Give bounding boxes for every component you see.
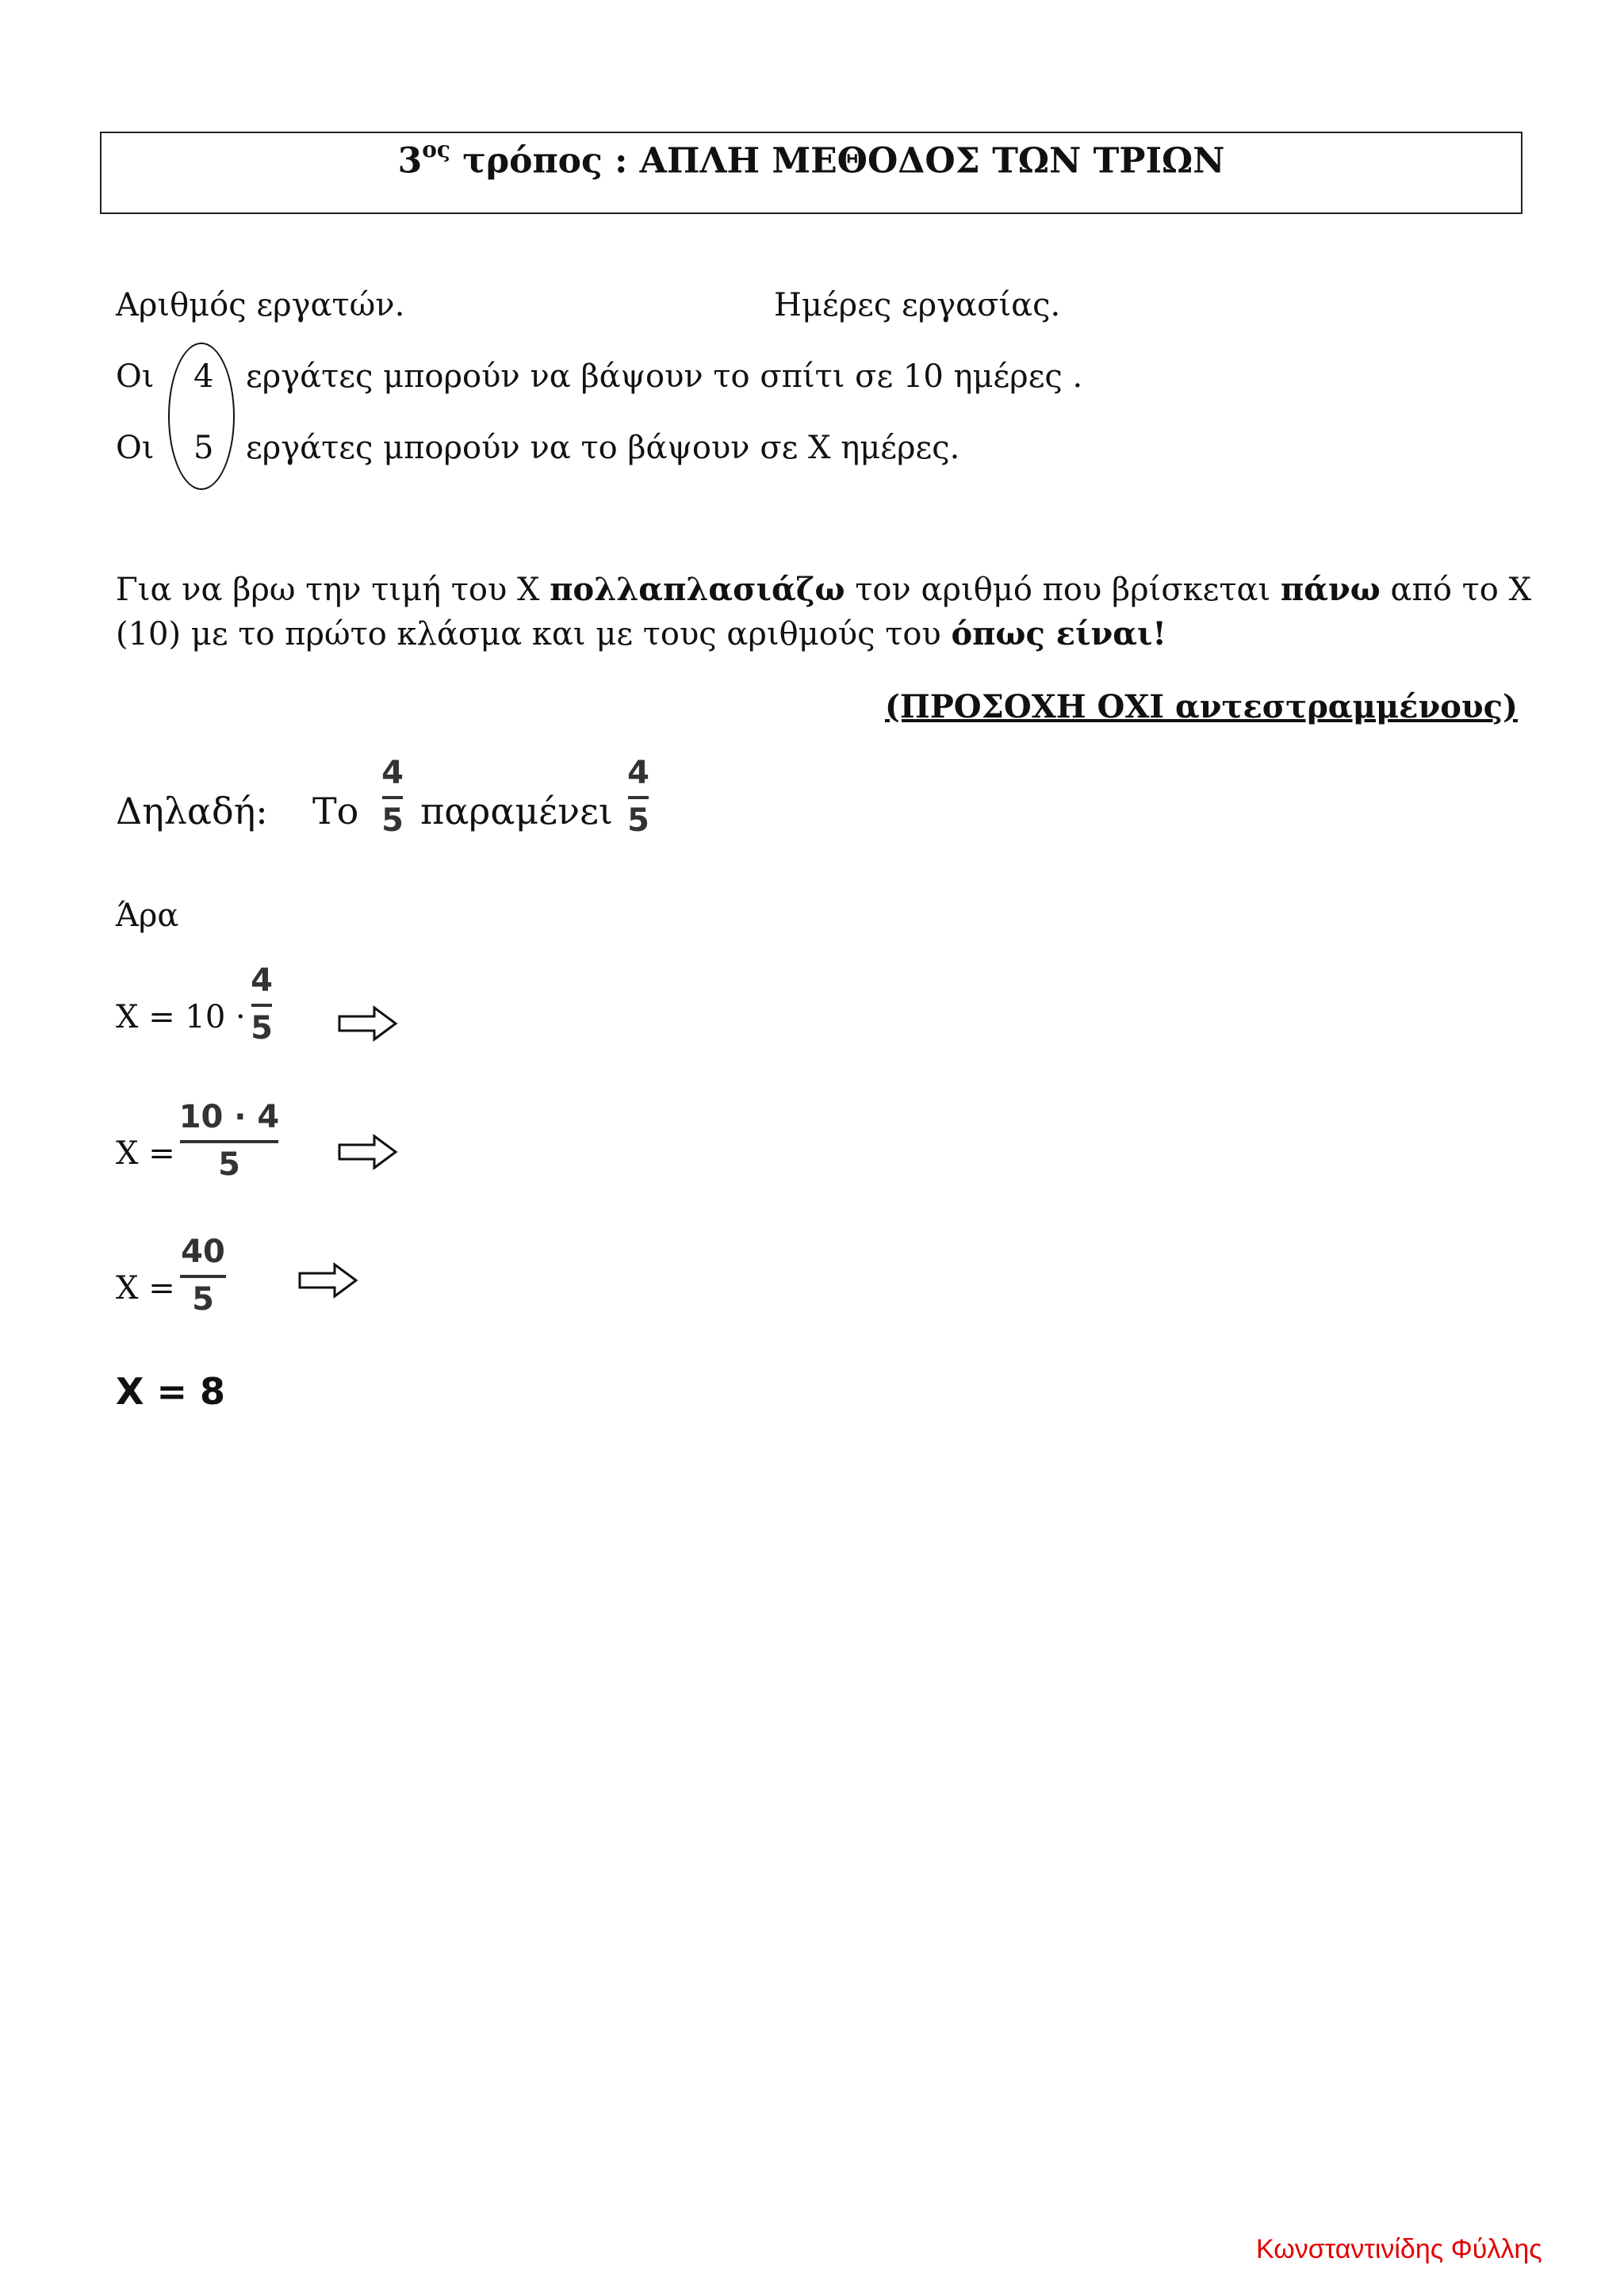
warning-text: (ΠΡΟΣΟΧΗ ΟΧΙ αντεστραμμένους): [885, 688, 1518, 725]
instruction-p1: Για να βρω την τιμή του Χ: [116, 572, 550, 608]
instruction-p2: τον αριθμό που βρίσκεται: [845, 572, 1281, 608]
dilade-label: Δηλαδή:: [116, 790, 268, 832]
step2-num: 10 · 4: [178, 1099, 280, 1135]
step2-fraction: [178, 1099, 281, 1183]
step2-lhs: Χ =: [116, 1135, 175, 1172]
row2-num: 5: [193, 430, 214, 466]
step2-den: 5: [218, 1146, 240, 1183]
step1-den: 5: [251, 1010, 273, 1047]
fraction-bar: [251, 1004, 272, 1007]
workers-header: Αριθμός εργατών.: [116, 287, 405, 323]
implies-arrow-icon: [298, 1262, 358, 1299]
dilade-fraction-2: [622, 755, 655, 839]
dilade-frac1-den: 5: [381, 802, 404, 839]
instruction-b3: όπως είναι!: [951, 615, 1166, 652]
implies-arrow-icon: [338, 1134, 398, 1170]
title-box: [100, 132, 1522, 214]
days-header: Ημέρες εργασίας.: [774, 287, 1061, 323]
fraction-bar: [180, 1275, 226, 1278]
instruction-line2: [116, 615, 1166, 652]
dilade-frac2-num: 4: [627, 755, 649, 791]
row2-text: εργάτες μπορούν να το βάψουν σε Χ ημέρες.: [246, 430, 960, 466]
footer-author: Κωνσταντινίδης Φύλλης: [1256, 2234, 1542, 2264]
implies-arrow-icon: [338, 1005, 398, 1042]
dilade-frac2-den: 5: [627, 802, 649, 839]
fraction-bar: [628, 796, 649, 799]
step1-fraction: [246, 962, 278, 1047]
page-title: [102, 136, 1521, 182]
instruction-p4: (10) με το πρώτο κλάσμα και με τους αριθμούς του: [116, 616, 952, 652]
instruction-b2: πάνω: [1280, 571, 1381, 608]
result: Χ = 8: [116, 1370, 226, 1413]
row2-lead: Οι: [116, 430, 155, 466]
instruction-p3: από το Χ: [1380, 572, 1532, 608]
row1-lead: Οι: [116, 358, 155, 395]
row1-text: εργάτες μπορούν να βάψουν το σπίτι σε 10 ημέρες .: [246, 358, 1083, 395]
instruction-line1: [116, 571, 1531, 608]
ara-label: Άρα: [116, 897, 179, 934]
step3-fraction: [178, 1234, 228, 1318]
dilade-frac1-num: 4: [381, 755, 404, 791]
row1-num: 4: [193, 358, 214, 395]
title-sup: ος: [422, 136, 450, 163]
step1-num: 4: [251, 962, 273, 999]
fraction-bar: [180, 1140, 278, 1143]
title-rest: τρόπος : ΑΠΛΗ ΜΕΘΟΔΟΣ ΤΩΝ ΤΡΙΩΝ: [450, 140, 1225, 182]
dilade-fraction-1: [376, 755, 409, 839]
dilade-remains: παραμένει: [420, 790, 613, 832]
step1-lhs: Χ = 10 ·: [116, 999, 246, 1035]
dilade-to: Το: [312, 790, 359, 832]
step3-lhs: Χ =: [116, 1270, 175, 1307]
step3-num: 40: [181, 1234, 225, 1270]
instruction-b1: πολλαπλασιάζω: [550, 571, 845, 608]
step3-den: 5: [192, 1281, 214, 1318]
fraction-bar: [382, 796, 403, 799]
title-prefix: 3: [397, 140, 423, 182]
